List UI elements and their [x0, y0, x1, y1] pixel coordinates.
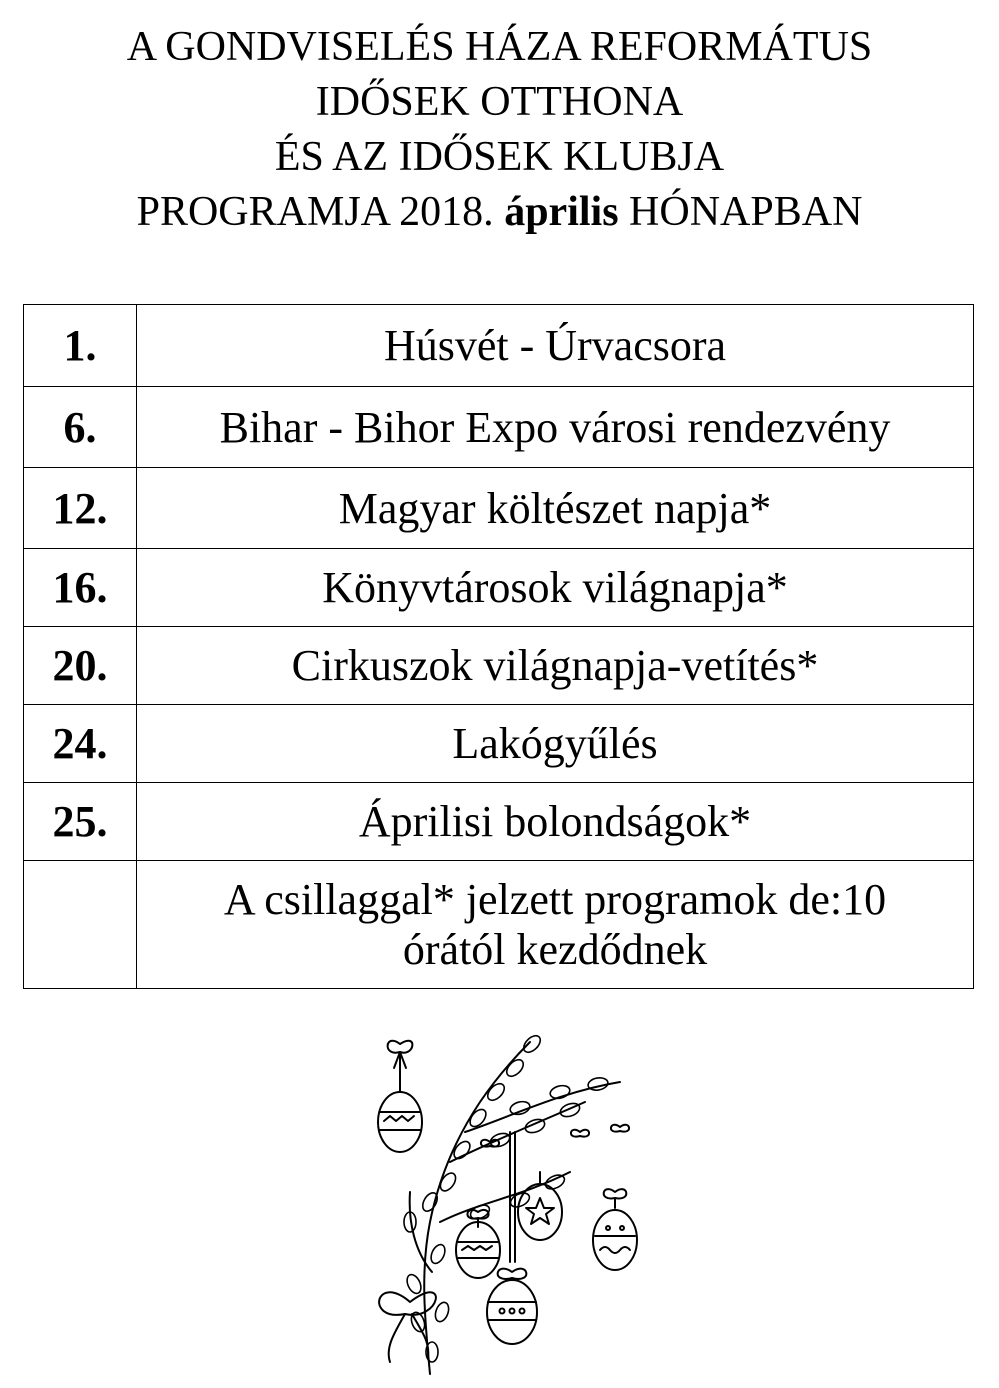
- day-cell: 16.: [24, 549, 137, 627]
- day-cell: [24, 861, 137, 989]
- title-suffix: HÓNAPBAN: [618, 189, 863, 235]
- title-line-2: IDŐSEK OTTHONA: [315, 79, 684, 125]
- table-row: [24, 783, 974, 861]
- note-row: [24, 861, 974, 989]
- event-cell: Cirkuszok világnapja-vetítés*: [137, 627, 974, 705]
- day-cell: 12.: [24, 468, 137, 549]
- title-line-3: ÉS AZ IDŐSEK KLUBJA: [274, 134, 725, 180]
- table-row: [24, 705, 974, 783]
- table-row: [24, 387, 974, 468]
- title-line-1: A GONDVISELÉS HÁZA REFORMÁTUS: [126, 24, 873, 70]
- table-row: [24, 627, 974, 705]
- day-cell: 20.: [24, 627, 137, 705]
- table-row: [24, 549, 974, 627]
- title-month: április: [504, 189, 619, 235]
- program-table: [23, 304, 974, 989]
- event-cell: Lakógyűlés: [137, 705, 974, 783]
- table-row: [24, 305, 974, 387]
- title-line-4: [0, 185, 999, 240]
- day-cell: 24.: [24, 705, 137, 783]
- day-cell: 25.: [24, 783, 137, 861]
- note-cell: [137, 861, 974, 989]
- day-cell: 1.: [24, 305, 137, 387]
- title-prefix: PROGRAMJA 2018.: [136, 189, 505, 235]
- event-cell: Bihar - Bihor Expo városi rendezvény: [137, 387, 974, 468]
- event-cell: Húsvét - Úrvacsora: [137, 305, 974, 387]
- event-cell: Magyar költészet napja*: [137, 468, 974, 549]
- note-line-2: órától kezdődnek: [402, 924, 708, 974]
- easter-eggs-branch-icon: [370, 1022, 650, 1377]
- note-line-1: A csillaggal* jelzett programok de:10: [223, 874, 887, 924]
- day-cell: 6.: [24, 387, 137, 468]
- page-title: [0, 20, 999, 240]
- event-cell: Könyvtárosok világnapja*: [137, 549, 974, 627]
- table-row: [24, 468, 974, 549]
- event-cell: Áprilisi bolondságok*: [137, 783, 974, 861]
